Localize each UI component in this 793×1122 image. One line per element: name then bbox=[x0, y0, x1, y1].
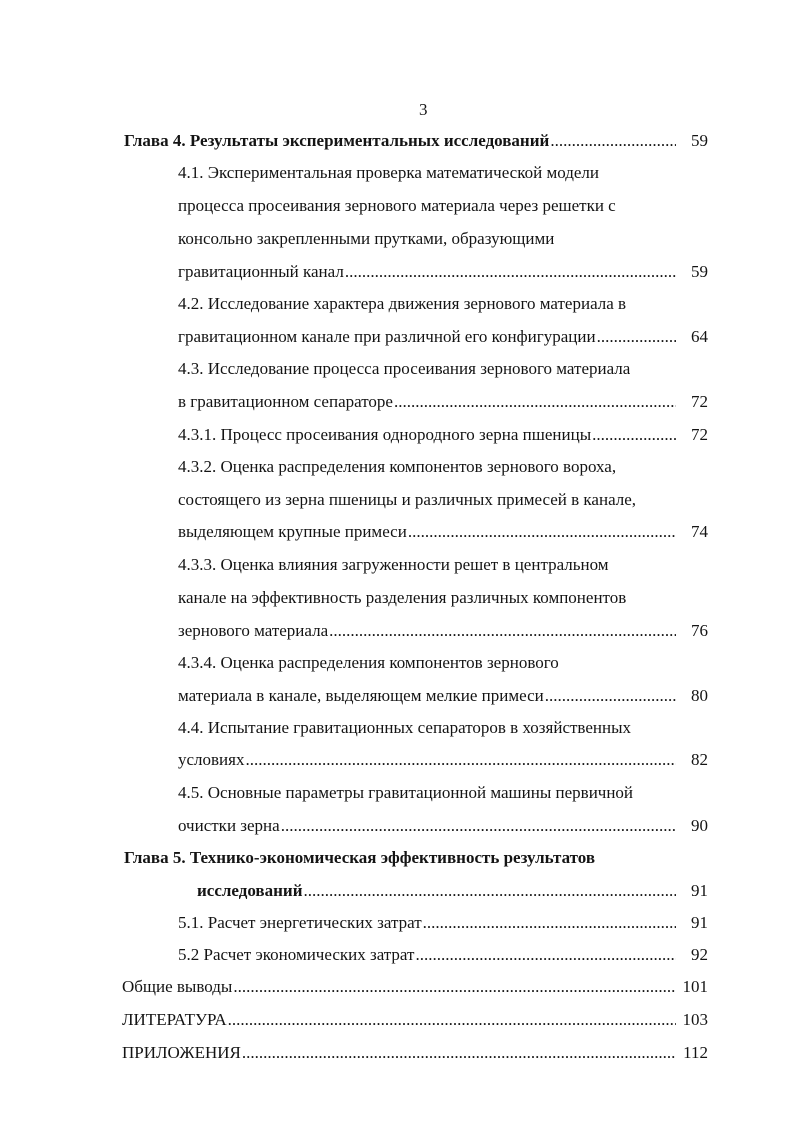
toc-page-number: 74 bbox=[691, 522, 708, 541]
toc-leader-dots bbox=[245, 749, 676, 771]
toc-leader-dots bbox=[329, 620, 676, 642]
toc-page-number: 92 bbox=[691, 945, 708, 964]
toc-chapter-4 bbox=[124, 130, 708, 152]
toc-leader-dots bbox=[394, 391, 676, 413]
toc-section-4-3-3 bbox=[178, 620, 708, 642]
toc-section-4-3-1-line1: 4.3.1. Процесс просеивания однородного зерна пшеницы bbox=[178, 425, 592, 444]
page-number: 3 bbox=[419, 100, 428, 119]
toc-page-number: 59 bbox=[691, 131, 708, 150]
toc-section-4-4-line1: 4.4. Испытание гравитационных сепараторов в хозяйственных bbox=[178, 718, 632, 737]
toc-leader-dots bbox=[592, 424, 676, 446]
toc-section-5-1 bbox=[178, 912, 708, 934]
toc-section-4-1 bbox=[178, 261, 708, 283]
toc-leader-dots bbox=[423, 912, 676, 934]
toc-page-number: 72 bbox=[691, 392, 708, 411]
toc-section-4-3-3-line3: зернового материала bbox=[178, 621, 329, 640]
toc-leader-dots bbox=[415, 944, 676, 966]
toc-section-4-1-line4: гравитационный канал bbox=[178, 262, 344, 281]
toc-section-4-2-line2: гравитационном канале при различной его конфигурации bbox=[178, 327, 596, 346]
toc-page-number: 72 bbox=[691, 425, 708, 444]
toc-section-4-2-line1: 4.2. Исследование характера движения зернового материала в bbox=[178, 294, 627, 313]
toc-section-4-3-4-line1: 4.3.4. Оценка распределения компонентов зернового bbox=[178, 653, 559, 672]
toc-section-5-2-line1: 5.2 Расчет экономических затрат bbox=[178, 945, 415, 964]
toc-section-4-3-2-line2: состоящего из зерна пшеницы и различных примесей в канале, bbox=[178, 490, 637, 509]
toc-page-number: 90 bbox=[691, 816, 708, 835]
toc-page-number: 103 bbox=[682, 1010, 708, 1029]
toc-section-4-3-2 bbox=[178, 521, 708, 543]
toc-appendices bbox=[122, 1042, 708, 1064]
toc-leader-dots bbox=[597, 326, 676, 348]
toc-section-4-3-line1: 4.3. Исследование процесса просеивания зернового материала bbox=[178, 359, 631, 378]
toc-section-4-3-line2: в гравитационном сепараторе bbox=[178, 392, 393, 411]
toc-section-4-5-line2: очистки зерна bbox=[178, 816, 280, 835]
toc-page-number: 80 bbox=[691, 686, 708, 705]
toc-page-number: 91 bbox=[691, 881, 708, 900]
toc-page-number: 64 bbox=[691, 327, 708, 346]
toc-section-4-4 bbox=[178, 749, 708, 771]
toc-section-4-3-4-line2: материала в канале, выделяющем мелкие примеси bbox=[178, 686, 544, 705]
toc-section-4-3-3-line1: 4.3.3. Оценка влияния загруженности решет в центральном bbox=[178, 555, 609, 574]
toc-leader-dots bbox=[233, 976, 676, 998]
toc-leader-dots bbox=[408, 521, 676, 543]
toc-chapter-5-line2: исследований bbox=[197, 881, 303, 900]
toc-section-5-1-line1: 5.1. Расчет энергетических затрат bbox=[178, 913, 422, 932]
toc-conclusions-title: Общие выводы bbox=[122, 977, 233, 996]
toc-leader-dots bbox=[242, 1042, 676, 1064]
toc-chapter-5-line1: Глава 5. Технико-экономическая эффективность результатов bbox=[124, 848, 596, 867]
toc-section-4-4-line2: условиях bbox=[178, 750, 245, 769]
toc-leader-dots bbox=[545, 685, 676, 707]
toc-section-5-2 bbox=[178, 944, 708, 966]
toc-leader-dots bbox=[550, 130, 676, 152]
toc-section-4-1-line3: консольно закрепленными прутками, образующими bbox=[178, 229, 555, 248]
toc-chapter-4-title: Глава 4. Результаты экспериментальных исследований bbox=[124, 131, 550, 150]
toc-section-4-3 bbox=[178, 391, 708, 413]
toc-leader-dots bbox=[228, 1009, 676, 1031]
toc-leader-dots bbox=[345, 261, 676, 283]
toc-conclusions bbox=[122, 976, 708, 998]
toc-section-4-1-line2: процесса просеивания зернового материала через решетки с bbox=[178, 196, 616, 215]
toc-page-number: 59 bbox=[691, 262, 708, 281]
toc-leader-dots bbox=[304, 880, 677, 902]
toc-section-4-2 bbox=[178, 326, 708, 348]
toc-section-4-3-2-line3: выделяющем крупные примеси bbox=[178, 522, 407, 541]
toc-section-4-5-line1: 4.5. Основные параметры гравитационной машины первичной bbox=[178, 783, 634, 802]
toc-appendices-title: ПРИЛОЖЕНИЯ bbox=[122, 1043, 241, 1062]
toc-page-number: 82 bbox=[691, 750, 708, 769]
toc-literature-title: ЛИТЕРАТУРА bbox=[122, 1010, 227, 1029]
toc-section-4-3-3-line2: канале на эффективность разделения различных компонентов bbox=[178, 588, 627, 607]
toc-chapter-5 bbox=[197, 880, 708, 902]
toc-page-number: 91 bbox=[691, 913, 708, 932]
toc-section-4-3-2-line1: 4.3.2. Оценка распределения компонентов зернового вороха, bbox=[178, 457, 617, 476]
toc-page-number: 101 bbox=[682, 977, 708, 996]
toc-page-number: 112 bbox=[683, 1043, 708, 1062]
toc-leader-dots bbox=[281, 815, 676, 837]
toc-section-4-1-line1: 4.1. Экспериментальная проверка математической модели bbox=[178, 163, 599, 182]
toc-page-number: 76 bbox=[691, 621, 708, 640]
toc-literature bbox=[122, 1009, 708, 1031]
toc-section-4-5 bbox=[178, 815, 708, 837]
toc-section-4-3-4 bbox=[178, 685, 708, 707]
toc-section-4-3-1 bbox=[178, 424, 708, 446]
